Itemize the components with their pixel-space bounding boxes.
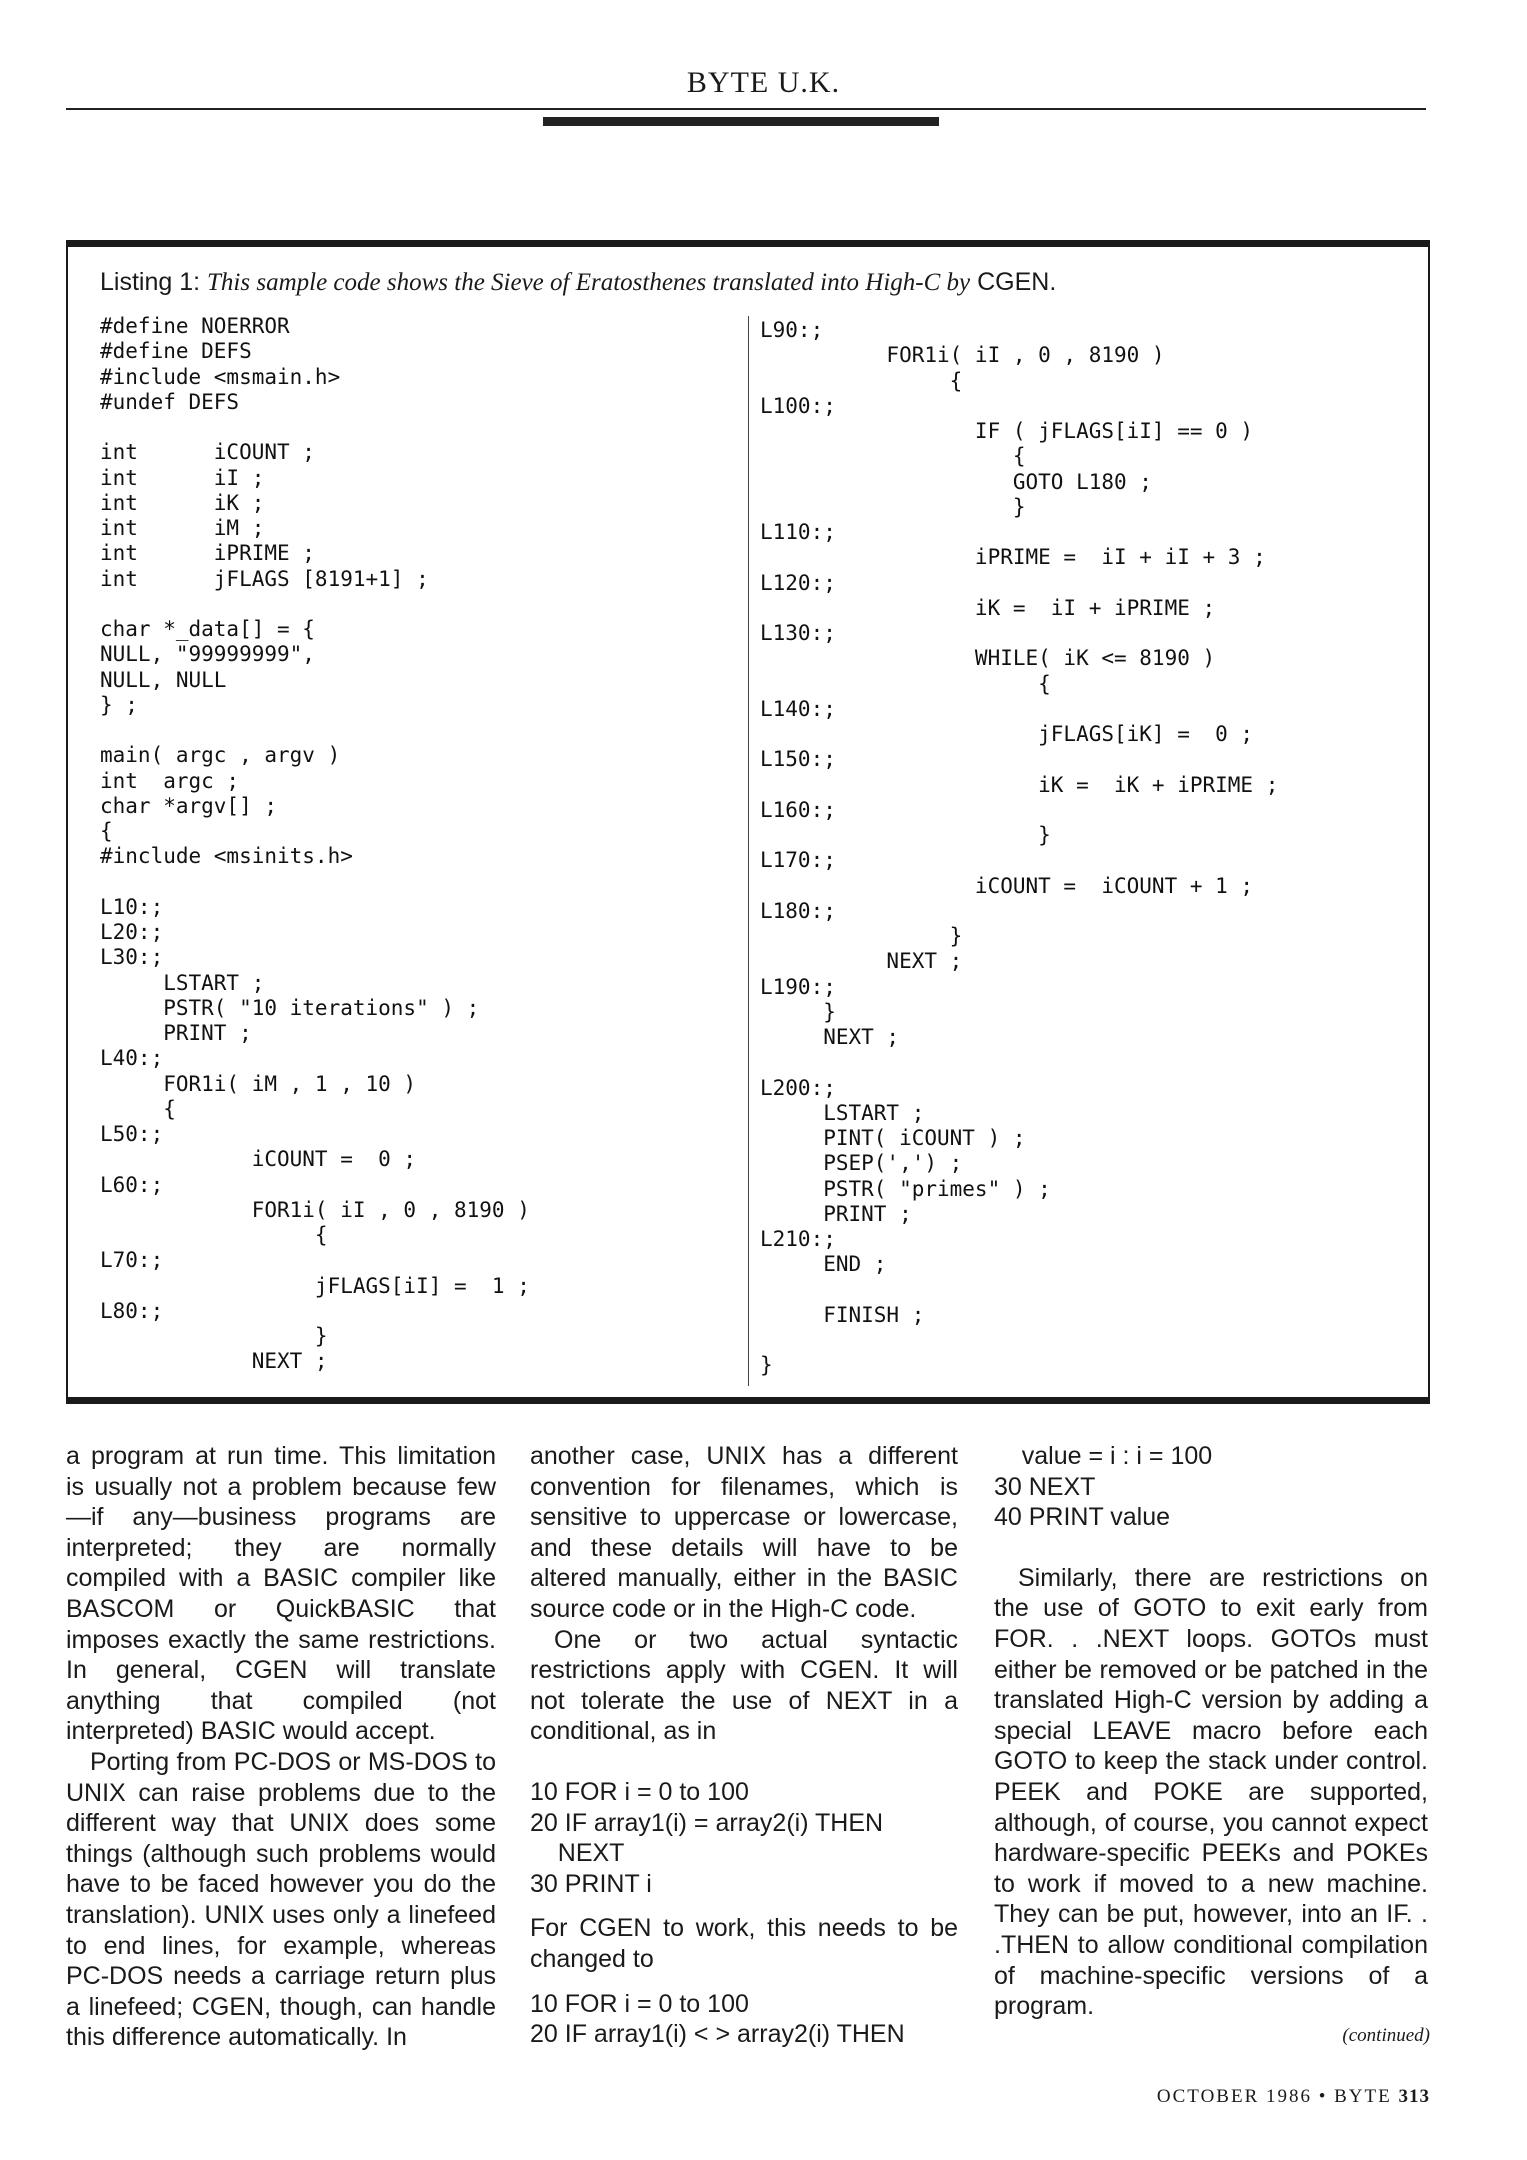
col3-paragraph-1: Similarly, there are restrictions on the use of GOTO to exit early from FOR. . .NEXT loops. GOTOs must either be removed or be patched in the translated High-C version by adding a special LEAVE macro before each GOTO to keep the stack under control. PEEK and POKE are supported, although, of course, you cannot expect hardware-specific PEEKs and POKEs to work if moved to a new machine. They can be put, however, into an IF. . .THEN to allow conditional compilation of machine-specific versions of a program. <box>994 1563 1428 2021</box>
code-line: value = i : i = 100 <box>994 1442 1213 1470</box>
code-listing-right: L90:; FOR1i( iI , 0 , 8190 ) { L100:; IF ( jFLAGS[iI] == 0 ) { GOTO L180 ; } L110:; iPRIME = iI + iI + 3 ; L120:; iK = iI + iPRIME ; L130:; WHILE( iK <= 8190 ) { L140:; jFLAGS[iK] = 0 ; L150:; iK = iK + iPRIME ; L160:; } L170:; iCOUNT = iCOUNT + 1 ; L180:; } NEXT ; L190:; } NEXT ; L200:; LSTART ; PINT( iCOUNT ) ; PSEP(',') ; PSTR( "primes" ) ; PRINT ; L210:; END ; FINISH ; } <box>760 318 1279 1378</box>
code-line: 30 PRINT i <box>530 1869 652 1898</box>
article-column-1 <box>66 1441 496 2053</box>
listing-caption-label: Listing 1: <box>100 268 201 296</box>
page-number: 313 <box>1398 2086 1430 2107</box>
page-header-title: BYTE U.K. <box>686 66 841 99</box>
header-rule-thin <box>66 108 1426 110</box>
col2-basic-example-2 <box>530 1989 958 2050</box>
col1-paragraph-1: a program at run time. This limitation is usually not a problem because few—if any—business programs are interpreted; they are normally compiled with a BASIC compiler like BASCOM or QuickBASIC that imposes exactly the same restrictions. In general, CGEN will translate anything that compiled (not interpreted) BASIC would accept. <box>66 1442 496 1746</box>
col2-paragraph-1: another case, UNIX has a different convention for filenames, which is sensitive to uppercase or lowercase, and these details will have to be altered manually, either in the BASIC source code or in the High-C code. <box>530 1442 958 1623</box>
article-column-2 <box>530 1441 958 2050</box>
code-line: 10 FOR i = 0 to 100 <box>530 1989 749 2018</box>
continued-note: (continued) <box>1342 2025 1430 2046</box>
code-listing-left: #define NOERROR #define DEFS #include <msmain.h> #undef DEFS int iCOUNT ; int iI ; int iK ; int iM ; int iPRIME ; int jFLAGS [8191+1] ; char *_data[] = { NULL, "99999999", NULL, NULL } ; main( argc , argv ) int argc ; char *argv[] ; { #include <msinits.h> L10:; L20:; L30:; LSTART ; PSTR( "10 iterations" ) ; PRINT ; L40:; FOR1i( iM , 1 , 10 ) { L50:; iCOUNT = 0 ; L60:; FOR1i( iI , 0 , 8190 ) { L70:; jFLAGS[iI] = 1 ; L80:; } NEXT ; <box>100 314 530 1374</box>
listing-caption <box>100 268 1056 297</box>
code-line: 20 IF array1(i) = array2(i) THEN <box>530 1808 884 1837</box>
code-line: 20 IF array1(i) < > array2(i) THEN <box>530 2020 905 2049</box>
header-rule-thick <box>543 117 939 126</box>
col2-paragraph-3: For CGEN to work, this needs to be changed to <box>530 1914 958 1973</box>
listing-caption-tail: CGEN. <box>977 268 1057 296</box>
code-line: 10 FOR i = 0 to 100 <box>530 1777 749 1806</box>
listing-column-divider <box>748 316 749 1386</box>
code-line: 30 NEXT <box>994 1472 1096 1501</box>
code-line: 40 PRINT value <box>994 1503 1171 1532</box>
col2-basic-example-1 <box>530 1777 958 1899</box>
article-column-3 <box>994 1441 1428 2022</box>
col3-basic-example <box>994 1441 1428 1533</box>
page-footer <box>1100 2086 1430 2108</box>
code-line: NEXT <box>530 1839 625 1868</box>
col2-paragraph-2: One or two actual syntactic restrictions apply with CGEN. It will not tolerate the use of NEXT in a conditional, as in <box>530 1625 958 1746</box>
footer-date: OCTOBER 1986 • BYTE <box>1156 2086 1392 2107</box>
listing-caption-text: This sample code shows the Sieve of Eratosthenes translated into High-C by <box>207 269 971 296</box>
col1-paragraph-2: Porting from PC-DOS or MS-DOS to UNIX can raise problems due to the different way that UNIX does some things (although such problems would have to be faced however you do the translation). UNIX uses only a linefeed to end lines, for example, whereas PC-DOS needs a carriage return plus a linefeed; CGEN, though, can handle this difference automatically. In <box>66 1747 496 2052</box>
